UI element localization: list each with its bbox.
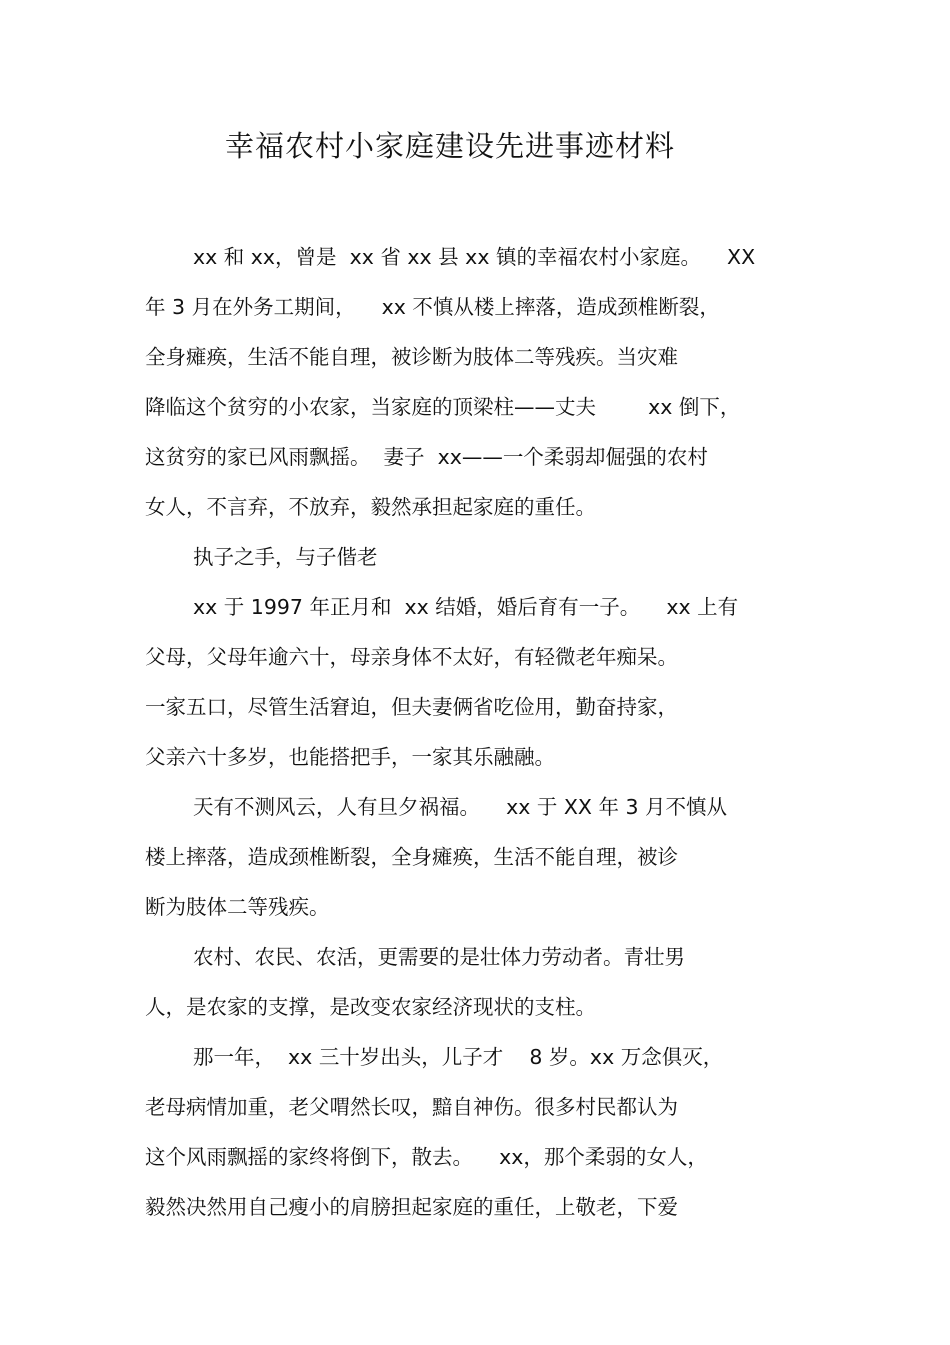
paragraph-line: xx 和 xx，曾是 xx 省 xx 县 xx 镇的幸福农村小家庭。 XX (193, 245, 756, 269)
paragraph-line: 年 3 月在外务工期间， xx 不慎从楼上摔落，造成颈椎断裂， (145, 295, 720, 319)
paragraph-line: 毅然决然用自己瘦小的肩膀担起家庭的重任，上敬老，下爱 (145, 1195, 678, 1219)
paragraph-line: 父亲六十多岁，也能搭把手，一家其乐融融。 (145, 745, 555, 769)
paragraph-line: 降临这个贫穷的小农家，当家庭的顶梁柱——丈夫 xx 倒下， (145, 395, 741, 419)
paragraph-line: 断为肢体二等残疾。 (145, 895, 330, 919)
paragraph-line: 那一年， xx 三十岁出头，儿子才 8 岁。xx 万念俱灭， (193, 1045, 724, 1069)
paragraph-line: 女人，不言弃，不放弃，毅然承担起家庭的重任。 (145, 495, 596, 519)
paragraph-line: 人，是农家的支撑，是改变农家经济现状的支柱。 (145, 995, 596, 1019)
section-heading: 执子之手，与子偕老 (193, 545, 378, 569)
paragraph-line: 农村、农民、农活，更需要的是壮体力劳动者。青壮男 (193, 945, 685, 969)
paragraph-line: 老母病情加重，老父喟然长叹，黯自神伤。很多村民都认为 (145, 1095, 678, 1119)
paragraph-line: 一家五口，尽管生活窘迫，但夫妻俩省吃俭用，勤奋持家， (145, 695, 678, 719)
paragraph-line: xx 于 1997 年正月和 xx 结婚，婚后育有一子。 xx 上有 (193, 595, 739, 619)
document-title: 幸福农村小家庭建设先进事迹材料 (224, 129, 675, 163)
paragraph-line: 这贫穷的家已风雨飘摇。 妻子 xx——一个柔弱却倔强的农村 (145, 445, 708, 469)
paragraph-line: 天有不测风云，人有旦夕祸福。 xx 于 XX 年 3 月不慎从 (193, 795, 728, 819)
paragraph-line: 全身瘫痪，生活不能自理，被诊断为肢体二等残疾。当灾难 (145, 345, 678, 369)
paragraph-line: 父母，父母年逾六十，母亲身体不太好，有轻微老年痴呆。 (145, 645, 678, 669)
paragraph-line: 这个风雨飘摇的家终将倒下，散去。 xx，那个柔弱的女人， (145, 1145, 708, 1169)
paragraph-line: 楼上摔落，造成颈椎断裂，全身瘫痪，生活不能自理，被诊 (145, 845, 678, 869)
